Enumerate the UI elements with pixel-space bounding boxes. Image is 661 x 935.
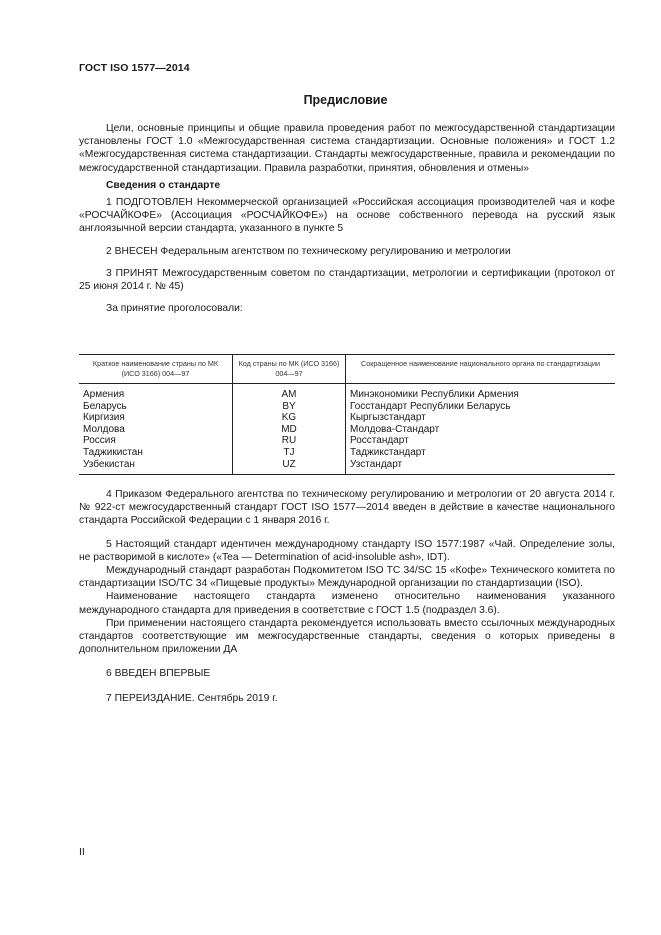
standards-body-cell: Таджикстандарт bbox=[346, 447, 616, 459]
country-name-cell: Беларусь bbox=[83, 400, 127, 412]
country-name-cell: Киргизия bbox=[83, 412, 125, 424]
standards-body-cell: Минэкономики Республики Армения bbox=[346, 384, 616, 401]
item-3-paragraph: 3 ПРИНЯТ Межгосударственным советом по стандартизации, метрологии и сертификации (протокол от 25 июня 2014 г. № 45) bbox=[79, 267, 615, 293]
item-4-paragraph: 4 Приказом Федерального агентства по техническому регулированию и метрологии от 20 августа 2014 г. № 922-ст межгосударственный стандарт ГОСТ ISO 1577—2014 введен в действие в качестве национального стандарта Российской Федерации с 1 января 2016 г. bbox=[79, 489, 615, 527]
item-5-title-change-paragraph: Наименование настоящего стандарта изменено относительно наименования указанного международного стандарта для приведения в соответствие с ГОСТ 1.5 (подраздел 3.6). bbox=[79, 591, 615, 616]
standards-body-cell: Росстандарт bbox=[346, 435, 616, 447]
vote-intro-text: За принятие проголосовали: bbox=[106, 303, 243, 315]
item-5-references-paragraph: При применении настоящего стандарта рекомендуется использовать вместо ссылочных международных стандартов соответствующие им межгосударственные стандарты, сведения о которых приведены в дополнительном приложении ДА bbox=[79, 617, 615, 656]
table-row bbox=[79, 384, 615, 401]
standards-body-cell: Госстандарт Республики Беларусь bbox=[346, 401, 616, 413]
item-5-paragraph: 5 Настоящий стандарт идентичен международному стандарту ISO 1577:1987 «Чай. Определение золы, не растворимой в кислоте» («Tea — Determination of acid-insoluble ash», IDT). bbox=[79, 538, 615, 563]
standards-body-cell: Узстандарт bbox=[346, 459, 616, 475]
section-heading: Сведения о стандарте bbox=[106, 179, 221, 191]
country-name-cell: Россия bbox=[83, 435, 116, 447]
country-code-cell: KG bbox=[233, 412, 346, 424]
standards-body-cell: Молдова-Стандарт bbox=[346, 424, 616, 436]
standards-body-cell: Кыргызстандарт bbox=[346, 412, 616, 424]
table-row bbox=[79, 401, 615, 413]
column-header-body: Сокращенное наименование национального органа по стандартизации bbox=[346, 355, 616, 384]
item-6-paragraph: 6 ВВЕДЕН ВПЕРВЫЕ bbox=[106, 668, 211, 680]
country-name-cell: Узбекистан bbox=[79, 459, 233, 475]
item-5-developer-paragraph: Международный стандарт разработан Подкомитетом ISO TC 34/SC 15 «Кофе» Технического комитета по стандартизации ISO/TC 34 «Пищевые продукты» Международной организации по стандартизации (ISO). bbox=[79, 565, 615, 590]
table-row bbox=[79, 435, 615, 447]
country-code-cell: BY bbox=[233, 401, 346, 413]
lower-text-block bbox=[79, 488, 615, 705]
country-name-cell: Армения bbox=[83, 389, 125, 400]
page-number: II bbox=[79, 846, 85, 858]
voting-countries-table bbox=[79, 354, 615, 475]
table-row bbox=[79, 459, 615, 475]
table-row bbox=[79, 412, 615, 424]
item-2-paragraph: 2 ВНЕСЕН Федеральным агентством по техническому регулированию и метрологии bbox=[106, 245, 511, 257]
upper-text-block bbox=[79, 122, 615, 315]
page-title: Предисловие bbox=[303, 93, 388, 107]
country-name-cell: Молдова bbox=[83, 423, 125, 435]
country-code-cell: UZ bbox=[233, 459, 346, 475]
table-header-row bbox=[79, 355, 615, 384]
item-7-paragraph: 7 ПЕРЕИЗДАНИЕ. Сентябрь 2019 г. bbox=[106, 692, 278, 704]
column-header-code: Код страны по МК (ИСО 3166) 004—97 bbox=[233, 355, 346, 384]
intro-paragraph: Цели, основные принципы и общие правила проведения работ по межгосударственной стандартизации установлены ГОСТ 1.0 «Межгосударственная система стандартизации. Основные положения» и ГОСТ 1.2 «Межгосударственная система стандартизации. Стандарты межгосударственные, правила и рекомендации по межгосударственной стандартизации. Правила разработки, принятия, обновления и отмены» bbox=[79, 123, 615, 174]
table-row bbox=[79, 424, 615, 436]
country-code-cell: MD bbox=[233, 424, 346, 436]
country-code-cell: RU bbox=[233, 435, 346, 447]
item-1-paragraph: 1 ПОДГОТОВЛЕН Некоммерческой организацией «Российская ассоциация производителей чая и кофе «РОСЧАЙКОФЕ» (Ассоциация «РОСЧАЙКОФЕ») на основе собственного перевода на русский язык англоязычной версии стандарта, указанного в пункте 5 bbox=[79, 197, 615, 235]
country-code-cell: TJ bbox=[233, 447, 346, 459]
table-row bbox=[79, 447, 615, 459]
document-code-header: ГОСТ ISO 1577—2014 bbox=[79, 62, 190, 74]
country-name-cell: Таджикистан bbox=[83, 446, 143, 458]
country-code-cell: AM bbox=[233, 384, 346, 401]
column-header-country: Краткое наименование страны по МК (ИСО 3166) 004—97 bbox=[79, 355, 233, 384]
